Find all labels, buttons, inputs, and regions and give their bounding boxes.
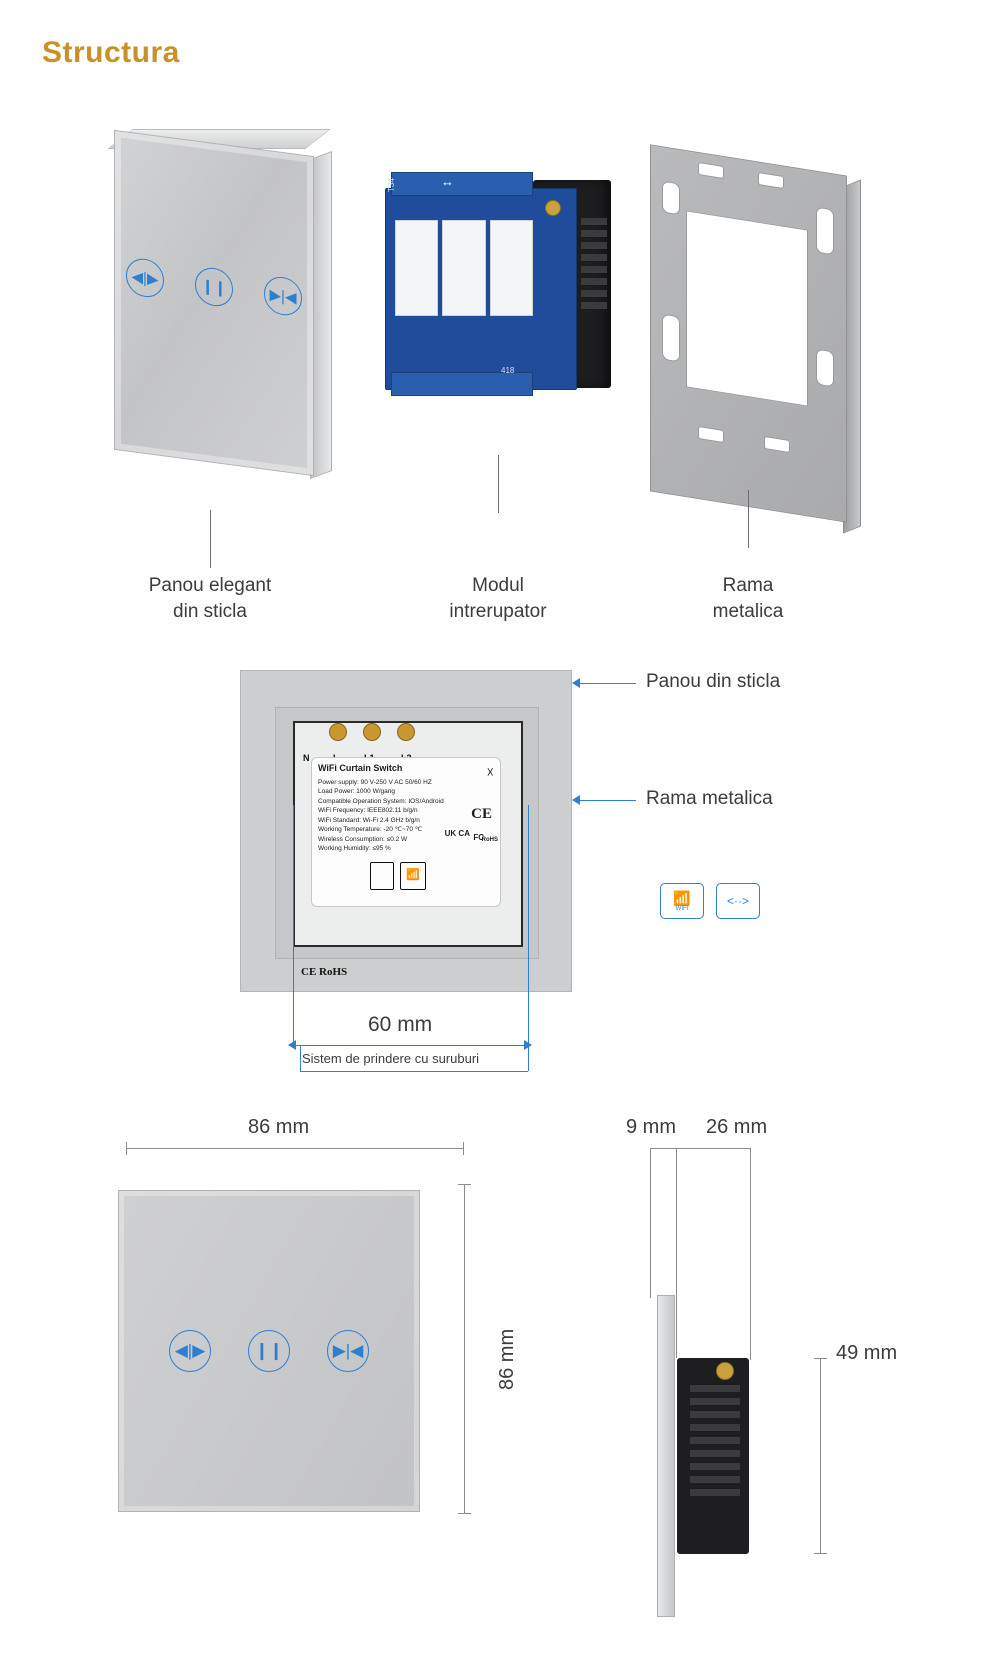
spec-line: WiFi Frequency: IEEE802.11 b/g/n: [318, 807, 418, 815]
side-view-fins: [690, 1385, 740, 1502]
callout-arrow-glass: [572, 678, 580, 688]
frame-slot: [816, 207, 834, 256]
depth-ext-right: [750, 1148, 751, 1360]
assembly-section: [0, 655, 1000, 1105]
ce-mark-icon: CE: [471, 806, 492, 822]
stop-curtain-icon[interactable]: ❙❙: [248, 1330, 290, 1372]
callout-line-frame: [578, 800, 636, 801]
manual-icon: [370, 862, 394, 890]
close-curtain-icon[interactable]: ▶|◀: [327, 1330, 369, 1372]
caption-glass-panel: Panou elegant din sticla: [148, 575, 272, 622]
module-arrow-icon: ↔: [441, 174, 454, 189]
side-view-glass: [657, 1295, 675, 1617]
front-view-panel: [118, 1190, 420, 1512]
open-curtain-icon[interactable]: ◀|▶: [169, 1330, 211, 1372]
spec-line: WiFi Standard: Wi-Fi 2.4 GHz b/g/n: [318, 816, 420, 824]
wifi-badge-icon: 📶 WIFI: [660, 883, 704, 919]
close-curtain-icon[interactable]: ▶|◀: [264, 275, 302, 318]
body-height-label: 49 mm: [836, 1342, 898, 1364]
leader-line-glass: [210, 510, 211, 568]
spec-title: WiFi Curtain Switch: [318, 763, 403, 773]
feature-badges: [660, 883, 760, 919]
footer-marks: CE RoHS: [301, 966, 348, 978]
screw-note-leader-left: [300, 1045, 301, 1071]
dimensions-section: [0, 1110, 1000, 1656]
switch-module-graphic: [385, 170, 610, 415]
spec-line: Load Power: 1000 W/gang: [318, 788, 395, 796]
width-label-86mm: 86 mm: [248, 1116, 310, 1138]
screw-note-leader-right: [528, 1045, 529, 1071]
metal-frame-opening: [686, 210, 808, 406]
stop-curtain-icon[interactable]: ❙❙: [195, 265, 233, 308]
rohs-mark-icon: RoHS: [481, 837, 498, 843]
spec-line: Power supply: 90 V-250 V AC 50/60 HZ: [318, 779, 432, 787]
height-tick-top: [458, 1184, 471, 1185]
glass-thickness-ext-left: [650, 1148, 651, 1298]
ukca-mark-icon: UK CA: [444, 829, 470, 838]
screw-note-underline: [300, 1071, 528, 1072]
callout-arrow-frame: [572, 795, 580, 805]
frame-slot: [816, 349, 834, 388]
module-screw: [545, 200, 561, 216]
leader-line-frame: [748, 490, 749, 548]
open-curtain-icon[interactable]: ◀|▶: [126, 256, 164, 299]
width-dimension-line: [126, 1148, 464, 1149]
module-bottom-strip: [391, 372, 533, 396]
module-code-top: T34: [387, 178, 396, 192]
wifi-icon: 📶: [400, 862, 426, 890]
side-view-screw: [716, 1362, 734, 1380]
frame-slot: [662, 314, 680, 363]
terminal-screws: [329, 723, 449, 753]
dimension-60mm-label: 60 mm: [368, 1013, 433, 1036]
callout-line-glass: [578, 683, 636, 684]
body-height-tick-bottom: [814, 1553, 827, 1554]
spec-line: Wireless Consumption: ≤0.2 W: [318, 835, 408, 843]
page-title: Structura: [42, 36, 180, 69]
glass-panel-graphic: [96, 115, 346, 495]
side-dimension-line: [650, 1148, 750, 1149]
terminal-label-n: N: [303, 753, 310, 763]
metal-frame-graphic: [640, 120, 900, 540]
caption-metal-frame: Rama metalica: [712, 575, 784, 622]
glass-thickness-ext-right: [676, 1148, 677, 1358]
curtain-badge-label: <··>: [726, 894, 749, 908]
module-code-side: 418: [501, 366, 515, 375]
body-height-tick-top: [814, 1358, 827, 1359]
dimension-line-60mm: [293, 1045, 529, 1046]
body-depth-label: 26 mm: [706, 1116, 768, 1138]
frame-slot: [662, 181, 680, 216]
glass-thickness-label: 9 mm: [626, 1116, 676, 1138]
height-dimension-line: [464, 1184, 465, 1514]
weee-bin-icon: ☓: [486, 764, 494, 780]
width-tick-right: [463, 1142, 464, 1155]
wifi-badge-label: WIFI: [675, 905, 689, 912]
width-tick-left: [126, 1142, 127, 1155]
callout-glass-panel: Panou din sticla: [646, 671, 781, 692]
dimension-arrow-left: [288, 1040, 296, 1050]
module-fins: [581, 218, 607, 328]
exploded-view-section: [0, 95, 1000, 635]
front-touch-buttons: [169, 1329, 369, 1373]
curtain-badge-icon: [716, 883, 760, 919]
module-top-strip: [391, 172, 533, 196]
callout-metal-frame: Rama metalica: [646, 788, 773, 809]
spec-line: Working Temperature: -20 ℃~70 ℃: [318, 826, 423, 834]
spec-line: Working Humidity: ≤95 %: [318, 845, 391, 852]
screw-system-note: Sistem de prindere cu suruburi: [302, 1051, 480, 1066]
product-spec-label: [311, 757, 501, 907]
module-contacts: [395, 220, 533, 316]
leader-line-module: [498, 455, 499, 513]
height-tick-bottom: [458, 1513, 471, 1514]
fcc-mark-icon: FC: [473, 833, 484, 842]
height-label-86mm: 86 mm: [496, 1328, 518, 1390]
dimension-ext-right: [528, 805, 529, 1045]
dimension-ext-left: [293, 805, 294, 1045]
assembled-back-view: [240, 670, 572, 992]
body-height-line: [820, 1358, 821, 1554]
spec-line: Compatible Operation System: IOS/Android: [318, 797, 444, 805]
caption-switch-module: Modul intrerupator: [449, 575, 547, 622]
